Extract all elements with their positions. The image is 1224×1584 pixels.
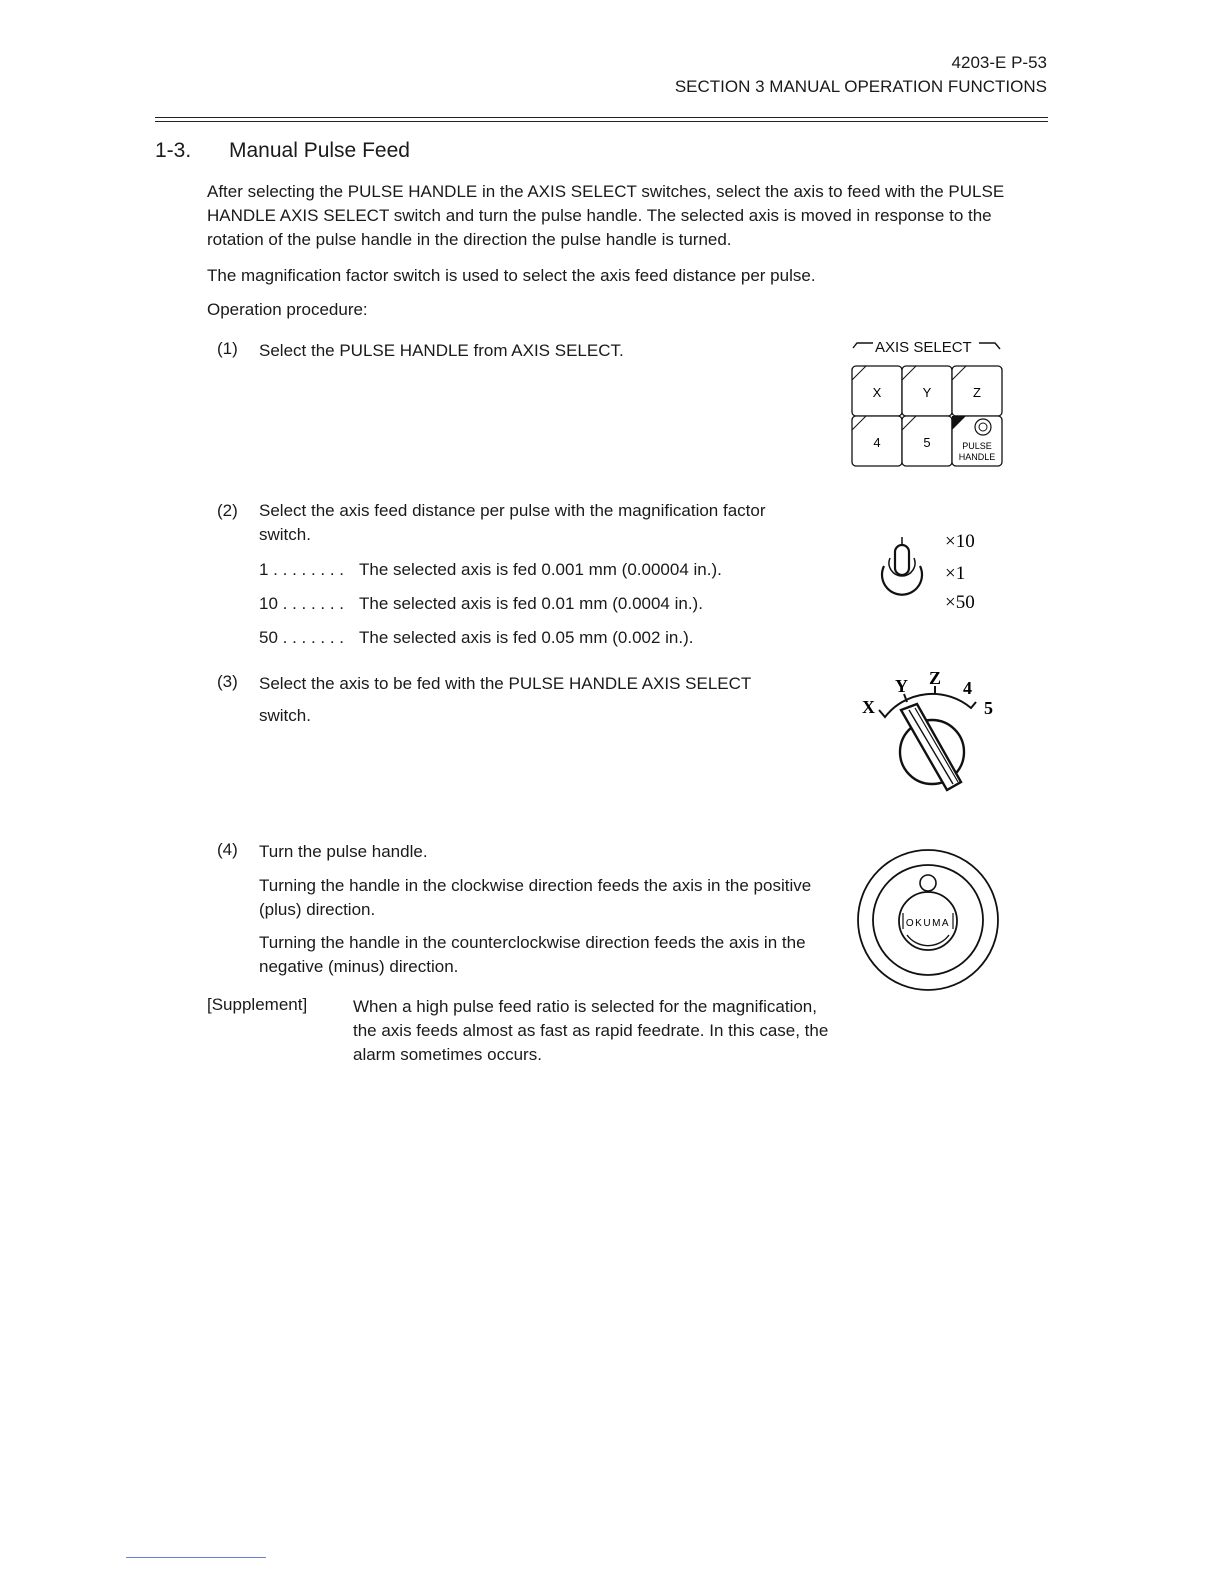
axis-key-4[interactable] [852,416,902,466]
mag-item-50-key: 50 . . . . . . . [259,628,345,647]
step-4-text: Turn the pulse handle. [259,842,428,861]
okuma-brand-label: OKUMA [905,918,951,929]
axis-key-pulse-handle[interactable] [952,416,1002,466]
procedure-label: Operation procedure: [207,300,368,319]
step-2-text: Select the axis feed distance per pulse with the magnification factor switch. [259,501,766,544]
magnification-switch [870,528,1000,620]
axis-key-z[interactable] [952,366,1002,416]
header-rule-bottom [155,121,1048,122]
knob-dial-icon[interactable] [900,704,964,790]
mag-item-10-key: 10 . . . . . . . [259,594,345,613]
step-1-number: (1) [217,339,238,358]
axis-key-y[interactable] [902,366,952,416]
step-3-text-line1: Select the axis to be fed with the PULSE HANDLE AXIS SELECT [259,674,752,693]
supplement-text: When a high pulse feed ratio is selected for the magnification, the axis feeds almost as fast as rapid feedrate. In this case, the alarm sometimes occurs. [353,997,829,1064]
step-3-number: (3) [217,672,238,691]
svg-text:X: X [872,385,882,400]
knob-label-4: 4 [963,678,972,698]
mag-label-x50: ×50 [945,592,975,613]
step-2-number: (2) [217,501,238,520]
header-rule-top [155,117,1048,118]
section-number: 1-3. [155,139,192,162]
knob-label-x: X [862,697,875,717]
mag-item-50-value: The selected axis is fed 0.05 mm (0.002 in.). [359,628,694,647]
svg-text:PULSE: PULSE [962,441,992,451]
svg-text:4: 4 [873,435,881,450]
section-header-title: SECTION 3 MANUAL OPERATION FUNCTIONS [674,77,1047,96]
step-4-note-clockwise: Turning the handle in the clockwise direction feeds the axis in the positive (plus) direction. [259,876,812,919]
mag-label-x10: ×10 [945,531,975,552]
mag-label-x1: ×1 [945,563,966,584]
axis-select-panel [845,334,1010,474]
intro-paragraph: After selecting the PULSE HANDLE in the AXIS SELECT switches, select the axis to feed with the PULSE HANDLE AXIS SELECT switch and turn the pulse handle. The selected axis is moved in response to the rotation of the pulse handle in the direction the pulse handle is turned. [207,182,1005,249]
knob-label-5: 5 [984,698,993,718]
mag-item-1-key: 1 . . . . . . . . [259,560,345,579]
footer-line [126,1557,266,1558]
toggle-switch-icon[interactable] [882,537,922,595]
axis-key-5[interactable] [902,416,952,466]
svg-text:Y: Y [922,385,932,400]
knob-label-y: Y [895,676,908,696]
axis-key-x[interactable] [852,366,902,416]
page-reference: 4203-E P-53 [951,53,1047,72]
svg-text:HANDLE: HANDLE [958,452,996,462]
svg-text:Z: Z [973,385,981,400]
step-1-text: Select the PULSE HANDLE from AXIS SELECT. [259,341,624,360]
axis-select-title: AXIS SELECT [875,339,972,356]
knob-label-z: Z [929,668,942,688]
step-4-number: (4) [217,840,238,859]
mag-item-1-value: The selected axis is fed 0.001 mm (0.00004 in.). [359,560,722,579]
step-3-text-line2: switch. [259,706,311,725]
magnification-paragraph: The magnification factor switch is used to select the axis feed distance per pulse. [207,266,816,285]
svg-text:5: 5 [923,435,931,450]
section-title: Manual Pulse Feed [229,139,410,162]
step-4-note-counterclockwise: Turning the handle in the counterclockwise direction feeds the axis in the negative (minus) direction. [259,933,806,976]
pulse-handle-axis-knob [855,664,1005,806]
pulse-handle-dial [855,847,1003,995]
supplement-label: [Supplement] [207,995,308,1014]
mag-item-10-value: The selected axis is fed 0.01 mm (0.0004 in.). [359,594,703,613]
